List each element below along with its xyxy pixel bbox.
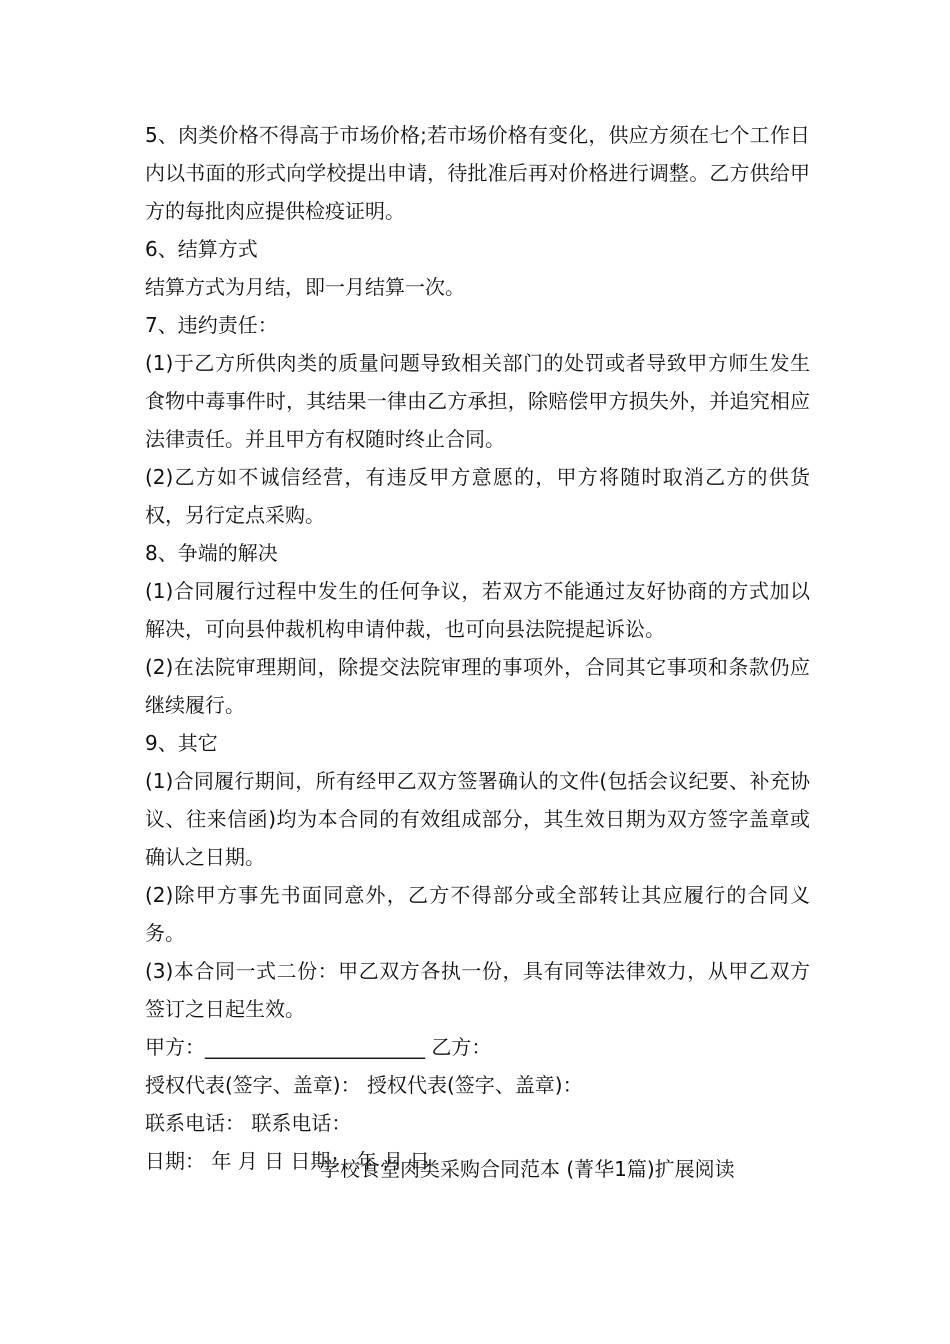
clause-7-item-2: (2)乙方如不诚信经营，有违反甲方意愿的，甲方将随时取消乙方的供货权，另行定点采购。 xyxy=(145,465,810,527)
clause-9-item-2: (2)除甲方事先书面同意外，乙方不得部分或全部转让其应履行的合同义务。 xyxy=(145,883,810,945)
clause-8-item-1: (1)合同履行过程中发生的任何争议，若双方不能通过友好协商的方式加以解决，可向县仲裁机构申请仲裁，也可向县法院提起诉讼。 xyxy=(145,579,810,641)
clause-6-heading: 6、结算方式 xyxy=(145,237,258,261)
clause-9-heading: 9、其它 xyxy=(145,731,218,755)
clause-7-heading: 7、违约责任： xyxy=(145,313,278,337)
clause-8-item-2: (2)在法院审理期间，除提交法院审理的事项外，合同其它事项和条款仍应继续履行。 xyxy=(145,655,810,717)
clause-8-heading: 8、争端的解决 xyxy=(145,541,278,565)
clause-9-item-1: (1)合同履行期间，所有经甲乙双方签署确认的文件(包括会议纪要、补充协议、往来信函)均为本合同的有效组成部分，其生效日期为双方签字盖章或确认之日期。 xyxy=(145,769,810,869)
signature-date-line: 日期： 年 月 日 日期： 年 月 日 xyxy=(145,1149,430,1173)
signature-phone-line: 联系电话： 联系电话： xyxy=(145,1111,352,1135)
clause-9-item-3: (3)本合同一式二份：甲乙双方各执一份，具有同等法律效力，从甲乙双方签订之日起生效。 xyxy=(145,959,810,1021)
contract-body xyxy=(145,116,810,1180)
clause-6-text: 结算方式为月结，即一月结算一次。 xyxy=(145,275,465,299)
clause-5-price: 5、肉类价格不得高于市场价格;若市场价格有变化，供应方须在七个工作日内以书面的形式向学校提出申请，待批准后再对价格进行调整。乙方供给甲方的每批肉应提供检疫证明。 xyxy=(145,123,810,223)
clause-7-item-1: (1)于乙方所供肉类的质量问题导致相关部门的处罚或者导致甲方师生发生食物中毒事件时，其结果一律由乙方承担，除赔偿甲方损失外，并追究相应法律责任。并且甲方有权随时终止合同。 xyxy=(145,351,810,451)
signature-party-line: 甲方：______________________ 乙方： xyxy=(145,1035,492,1059)
extended-reading-title: 学校食堂肉类采购合同范本 (菁华1篇)扩展阅读 xyxy=(320,1157,735,1181)
signature-representative-line: 授权代表(签字、盖章)： 授权代表(签字、盖章)： xyxy=(145,1073,583,1097)
